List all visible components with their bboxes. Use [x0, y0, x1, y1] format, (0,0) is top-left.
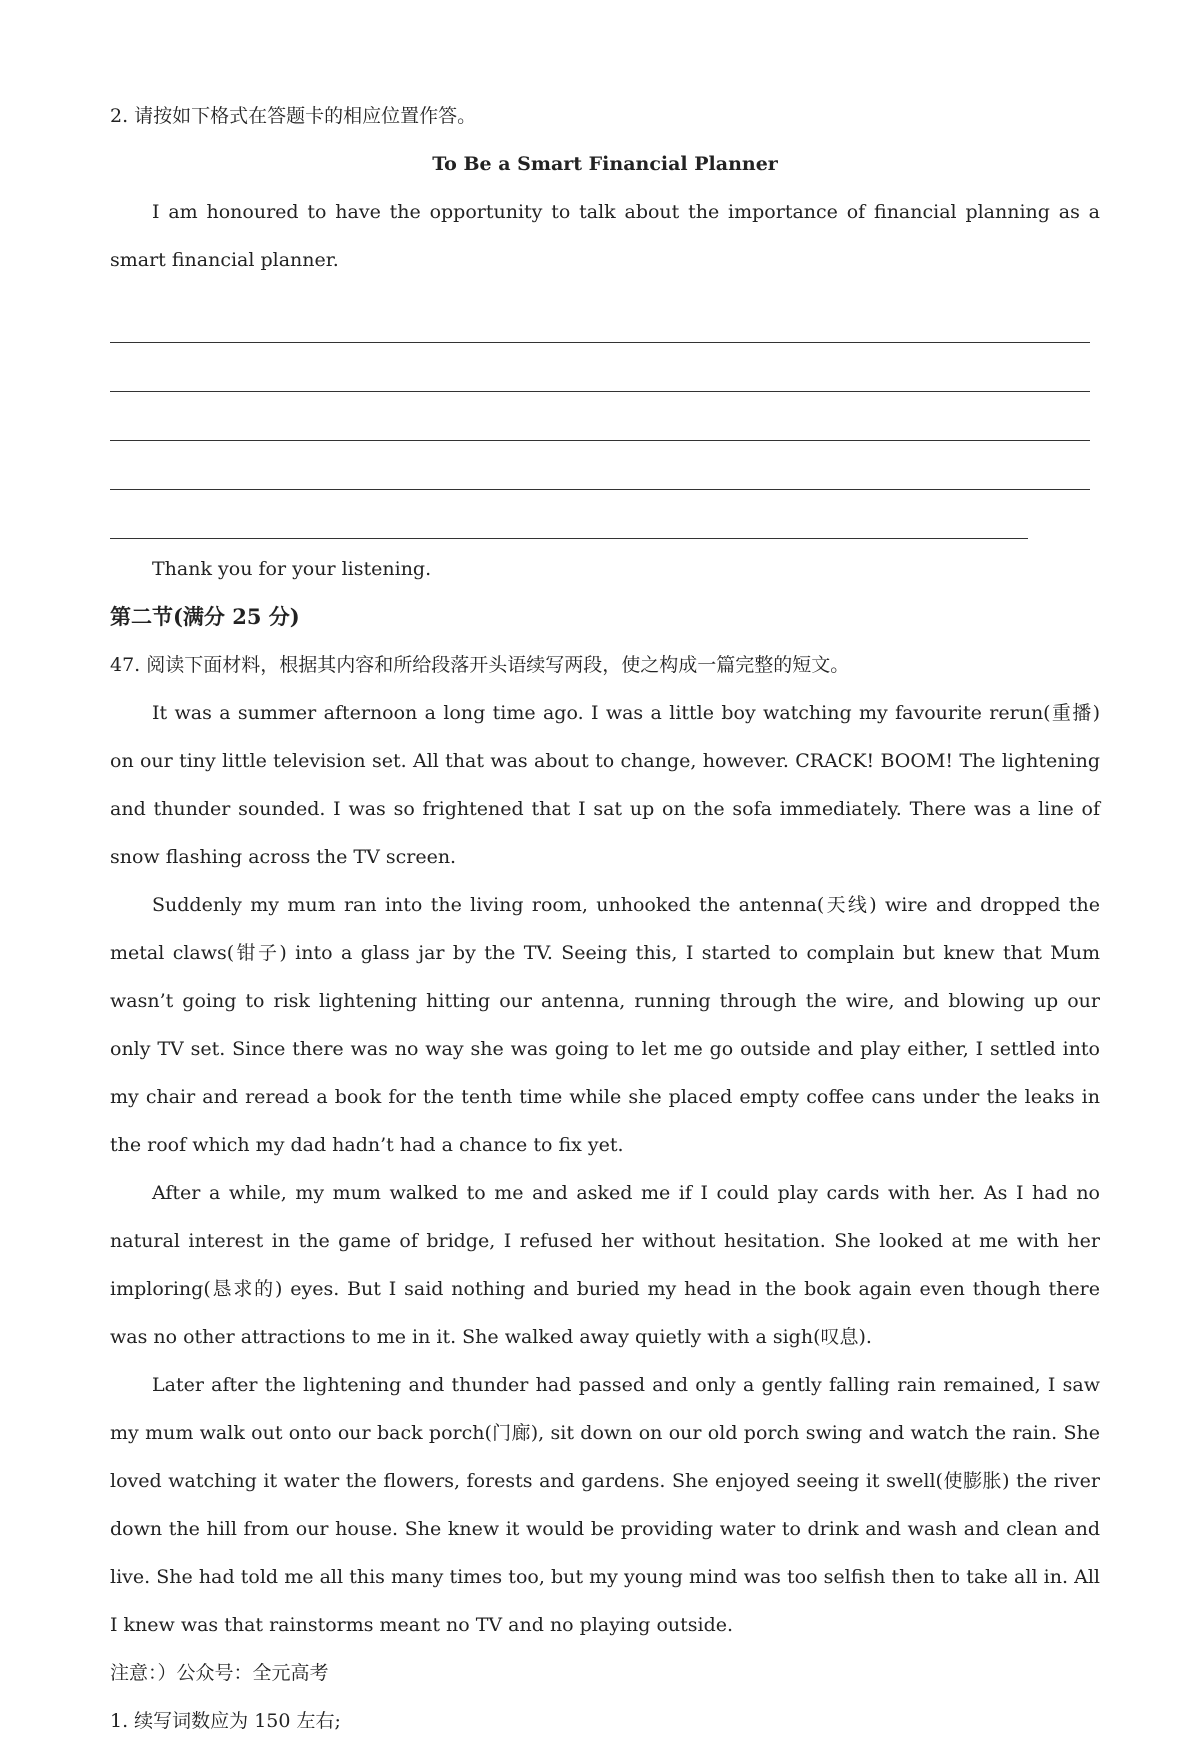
section-heading: 第二节(满分 25 分) [110, 604, 300, 629]
note-1: 1. 续写词数应为 150 左右; [110, 1710, 341, 1732]
story-paragraph: After a while, my mum walked to me and asked me if I could play cards with her. As I had no natural interest in the game of bridge, I refused her without hesitation. She looked at me with her imploring(恳求的) eyes. But I said nothing and buried my head in the book again even though there was no other attractions to me in it. She walked away quietly with a sigh(叹息). [110, 1182, 1100, 1348]
answer-line [110, 490, 1028, 539]
essay-closing: Thank you for your listening. [152, 558, 432, 580]
answer-lines [110, 294, 1100, 539]
essay-opening: I am honoured to have the opportunity to talk about the importance of financial planning as a smart financial planner. [110, 201, 1100, 271]
answer-line [110, 343, 1090, 392]
answer-line [110, 392, 1090, 441]
answer-line [110, 294, 1090, 343]
essay-title: To Be a Smart Financial Planner [432, 153, 778, 175]
exam-page [110, 92, 1100, 1745]
instruction-2: 2. 请按如下格式在答题卡的相应位置作答。 [110, 105, 477, 127]
notes-heading: 注意：）公众号：全元高考 [110, 1662, 329, 1684]
story-paragraph: Later after the lightening and thunder had passed and only a gently falling rain remained, I saw my mum walk out onto our back porch(门廊), sit down on our old porch swing and watch the rain. She loved watching it water the flowers, forests and gardens. She enjoyed seeing it swell(使膨胀) the river down the hill from our house. She knew it would be providing water to drink and wash and clean and live. She had told me all this many times too, but my young mind was too selfish then to take all in. All I knew was that rainstorms meant no TV and no playing outside. [110, 1374, 1100, 1636]
story-paragraph: Suddenly my mum ran into the living room, unhooked the antenna(天线) wire and dropped the metal claws(钳子) into a glass jar by the TV. Seeing this, I started to complain but knew that Mum wasn’t going to risk lightening hitting our antenna, running through the wire, and blowing up our only TV set. Since there was no way she was going to let me go outside and play either, I settled into my chair and reread a book for the tenth time while she placed empty coffee cans under the leaks in the roof which my dad hadn’t had a chance to fix yet. [110, 894, 1100, 1156]
answer-line [110, 441, 1090, 490]
question-47: 47. 阅读下面材料，根据其内容和所给段落开头语续写两段，使之构成一篇完整的短文。 [110, 654, 850, 676]
story-paragraph: It was a summer afternoon a long time ago. I was a little boy watching my favourite rerun(重播) on our tiny little television set. All that was about to change, however. CRACK! BOOM! The lightening and thunder sounded. I was so frightened that I sat up on the sofa immediately. There was a line of snow flashing across the TV screen. [110, 702, 1100, 868]
